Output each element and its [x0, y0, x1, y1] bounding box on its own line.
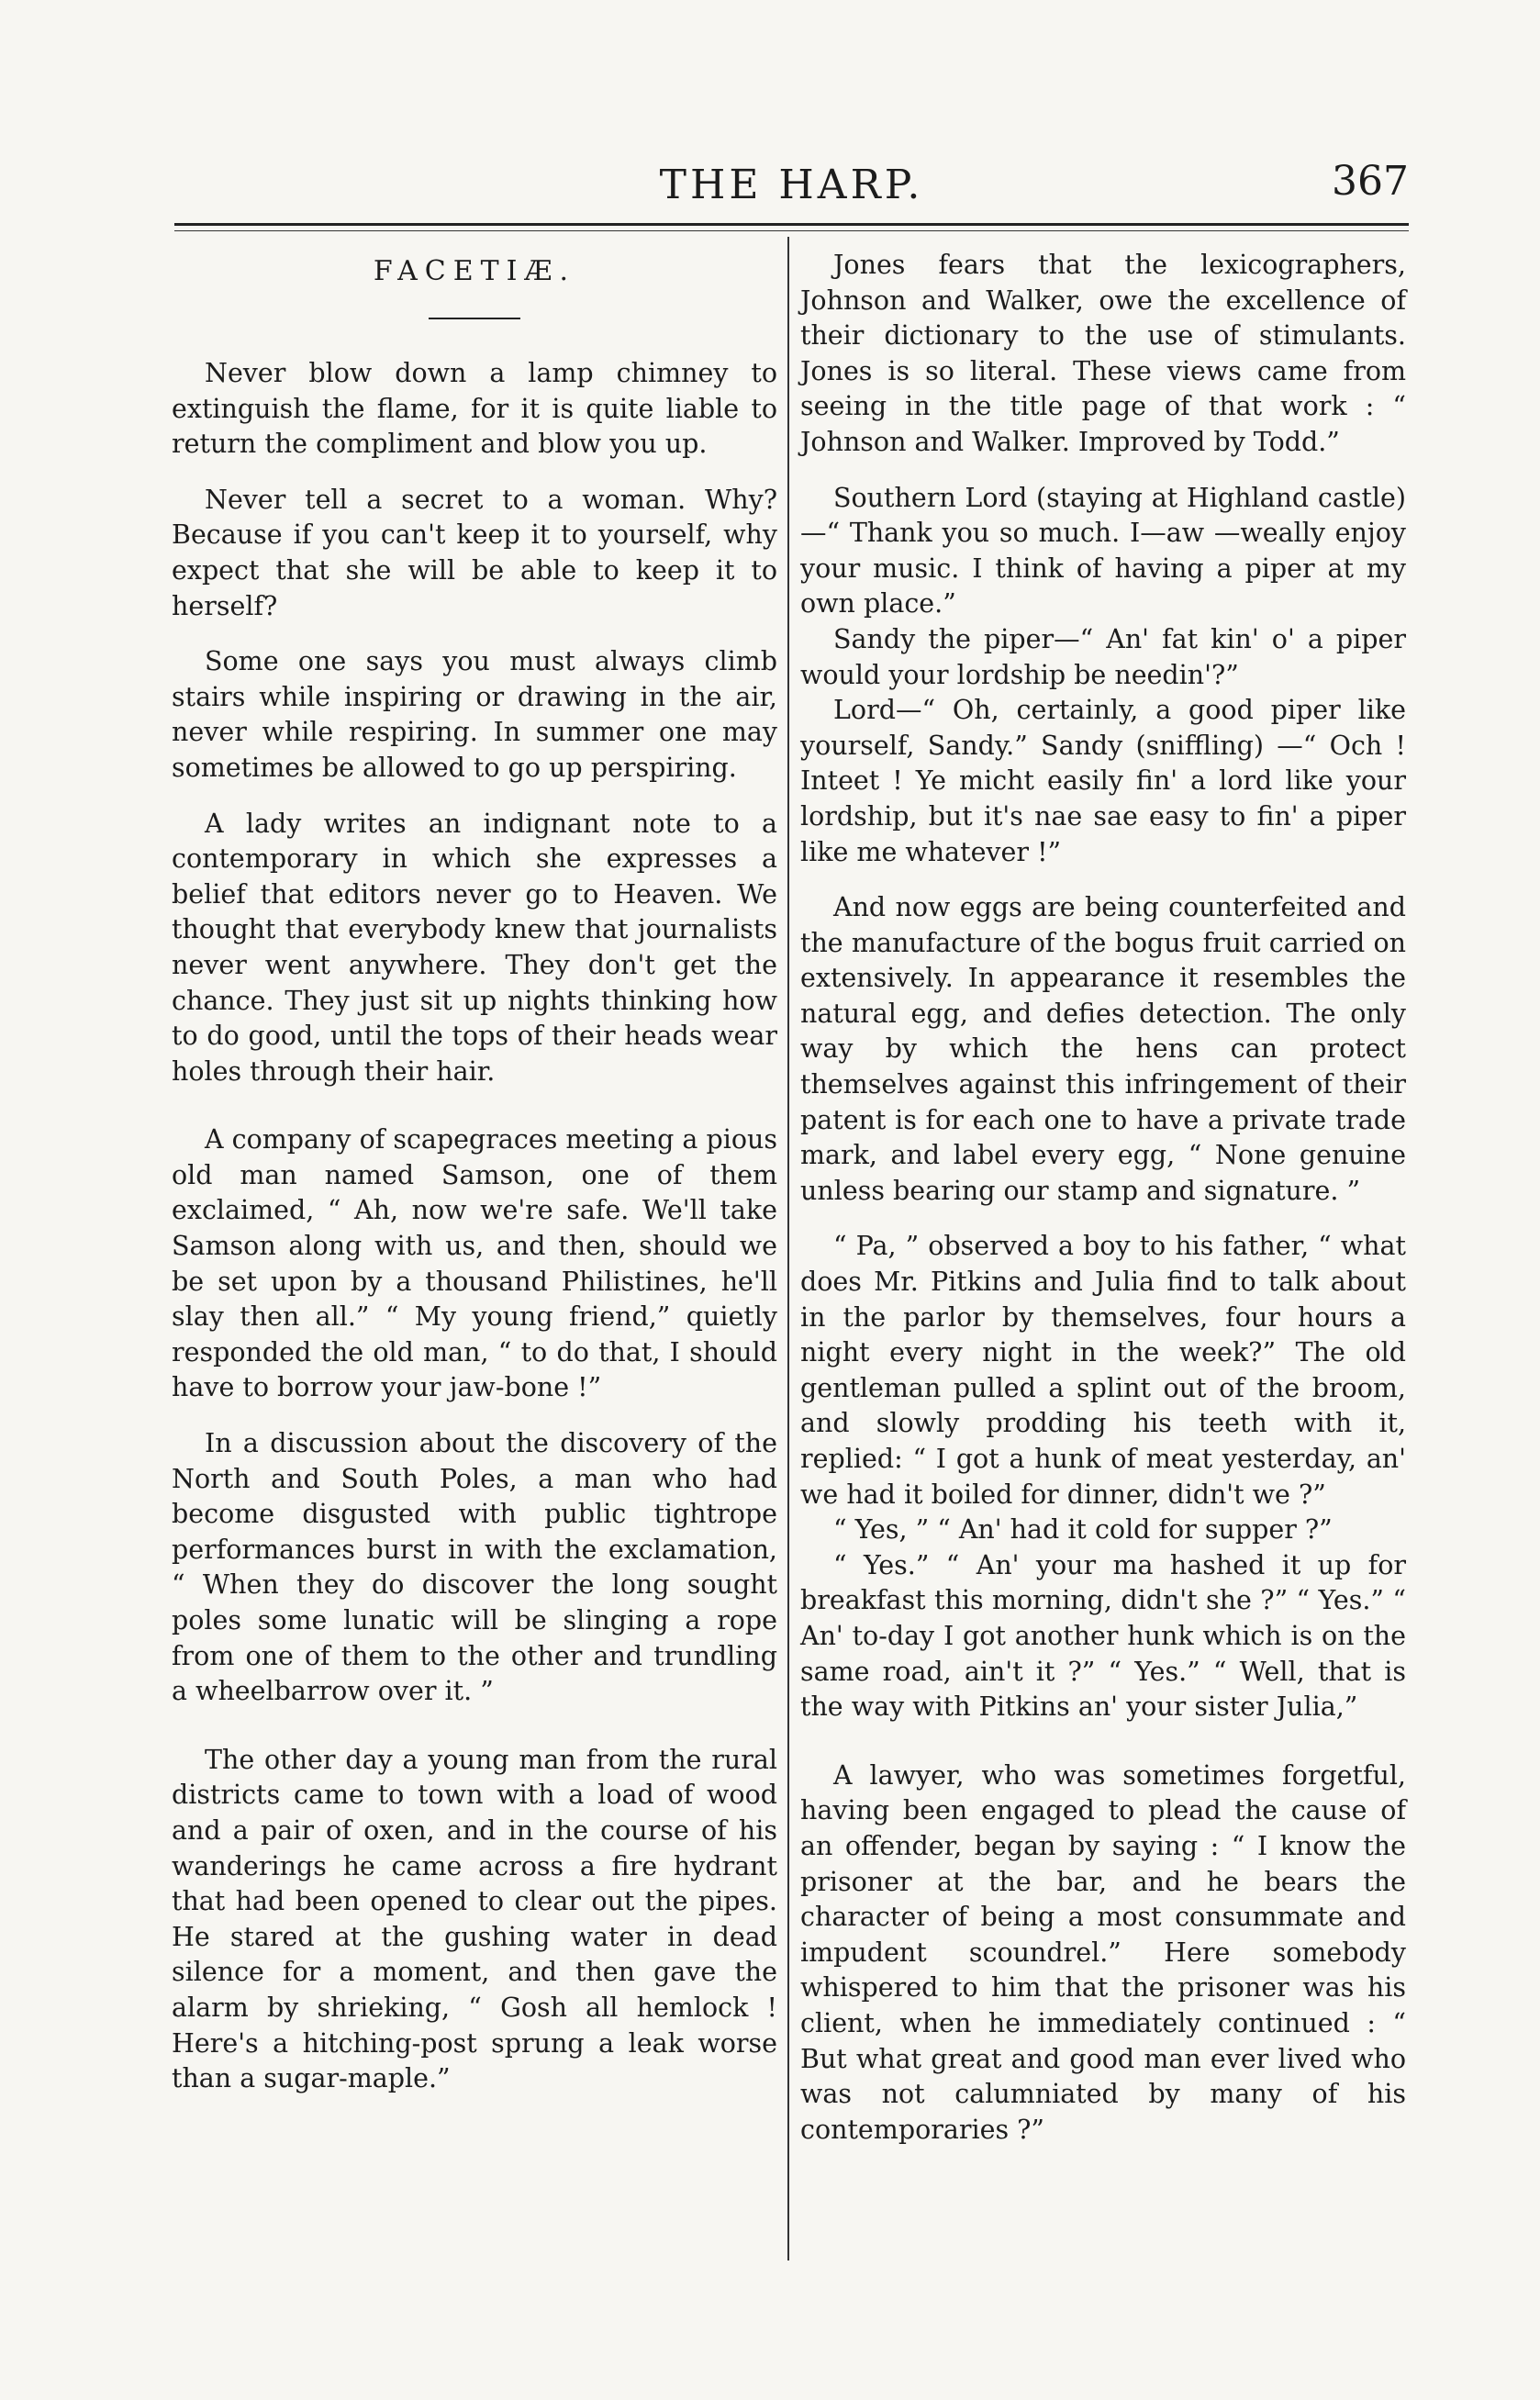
paragraph: Sandy the piper—“ An' fat kin' o' a piper would your lordship be needin'?” — [800, 623, 1406, 690]
section-heading: FACETIÆ. — [373, 255, 576, 287]
paragraph: A lawyer, who was sometimes forgetful, having been engaged to plead the cause of an offender, began by saying : “ I know the prisoner at the bar, and he bears the character of being a most consummate and impudent scoundrel.” Here somebody whispered to him that the prisoner was his client, when he immediately continued : “ But what great and good man ever lived who was not calumniated by many of his contemporaries ?” — [800, 1759, 1406, 2145]
paragraph: “ Pa, ” observed a boy to his father, “ what does Mr. Pitkins and Julia find to talk about in the parlor by themselves, four hours a night every night in the week?” The old gentleman pulled a splint out of the broom, and slowly prodding his teeth with it, replied: “ I got a hunk of meat yesterday, an' we had it boiled for dinner, didn't we ?” — [800, 1231, 1406, 1510]
page-header — [174, 158, 1409, 213]
paragraph: Some one says you must always climb stairs while inspiring or drawing in the air, never while respiring. In summer one may sometimes be allowed to go up perspiring. — [172, 646, 777, 783]
column-divider — [787, 237, 789, 2260]
paragraph: Lord—“ Oh, certainly, a good piper like yourself, Sandy.” Sandy (sniffling) —“ Och ! Inteet ! Ye micht easily fin' a lord like your lordship, but it's nae sae easy to fin' a piper like me whatever !” — [800, 695, 1406, 867]
paragraph: Jones fears that the lexicographers, Johnson and Walker, owe the excellence of their dictionary to the use of stimulants. Jones is so literal. These views came from seeing in the title page of that work : “ Johnson and Walker. Improved by Todd.” — [800, 250, 1406, 457]
paragraph: And now eggs are being counterfeited and the manufacture of the bogus fruit carried on extensively. In appearance it resembles the natural egg, and defies detection. The only way by which the hens can protect themselves against this infringement of their patent is for each one to have a private trade mark, and label every egg, “ None genuine unless bearing our stamp and signature. ” — [800, 892, 1406, 1206]
running-title: THE HARP. — [659, 162, 924, 208]
paragraph: The other day a young man from the rural districts came to town with a load of wood and a pair of oxen, and in the course of his wanderings he came across a fire hydrant that had been opened to clear out the pipes. He stared at the gushing water in dead silence for a moment, and then gave the alarm by shrieking, “ Gosh all hemlock ! Here's a hitching-post sprung a leak worse than a sugar-maple.” — [172, 1744, 777, 2094]
paragraph: Never blow down a lamp chimney to extinguish the flame, for it is quite liable to return the compliment and blow you up. — [172, 358, 777, 460]
page-number: 367 — [1332, 158, 1409, 205]
paragraph: “ Yes, ” “ An' had it cold for supper ?” — [833, 1514, 1333, 1546]
paragraph: “ Yes.” “ An' your ma hashed it up for breakfast this morning, didn't she ?” “ Yes.” “ An' to-day I got another hunk which is on the same road, ain't it ?” “ Yes.” “ Well, that is the way with Pitkins an' your sister Julia,” — [800, 1549, 1406, 1723]
heading-rule — [429, 318, 520, 319]
paragraph: A company of scapegraces meeting a pious old man named Samson, one of them exclaimed, “ Ah, now we're safe. We'll take Samson along with us, and then, should we be set upon by a thousand Philistines, he'll slay then all.” “ My young friend,” quietly responded the old man, “ to do that, I should have to borrow your jaw-bone !” — [172, 1124, 777, 1403]
header-rule-thin — [174, 230, 1409, 231]
paragraph: Southern Lord (staying at Highland castle) —“ Thank you so much. I—aw —weally enjoy your music. I think of having a piper at my own place.” — [800, 482, 1406, 620]
paragraph: A lady writes an indignant note to a contemporary in which she expresses a belief that editors never go to Heaven. We thought that everybody knew that journalists never went anywhere. They don't get the chance. They just sit up nights thinking how to do good, until the tops of their heads wear holes through their hair. — [172, 808, 777, 1087]
paragraph: Never tell a secret to a woman. Why? Because if you can't keep it to yourself, why expect that she will be able to keep it to herself? — [172, 484, 777, 621]
header-rule-thick — [174, 223, 1409, 226]
paragraph: In a discussion about the discovery of the North and South Poles, a man who had become disgusted with public tightrope performances burst in with the exclamation, “ When they do discover the long sought poles some lunatic will be slinging a rope from one of them to the other and trundling a wheelbarrow over it. ” — [172, 1428, 777, 1707]
right-column — [800, 248, 1406, 2148]
left-column — [172, 248, 777, 2097]
